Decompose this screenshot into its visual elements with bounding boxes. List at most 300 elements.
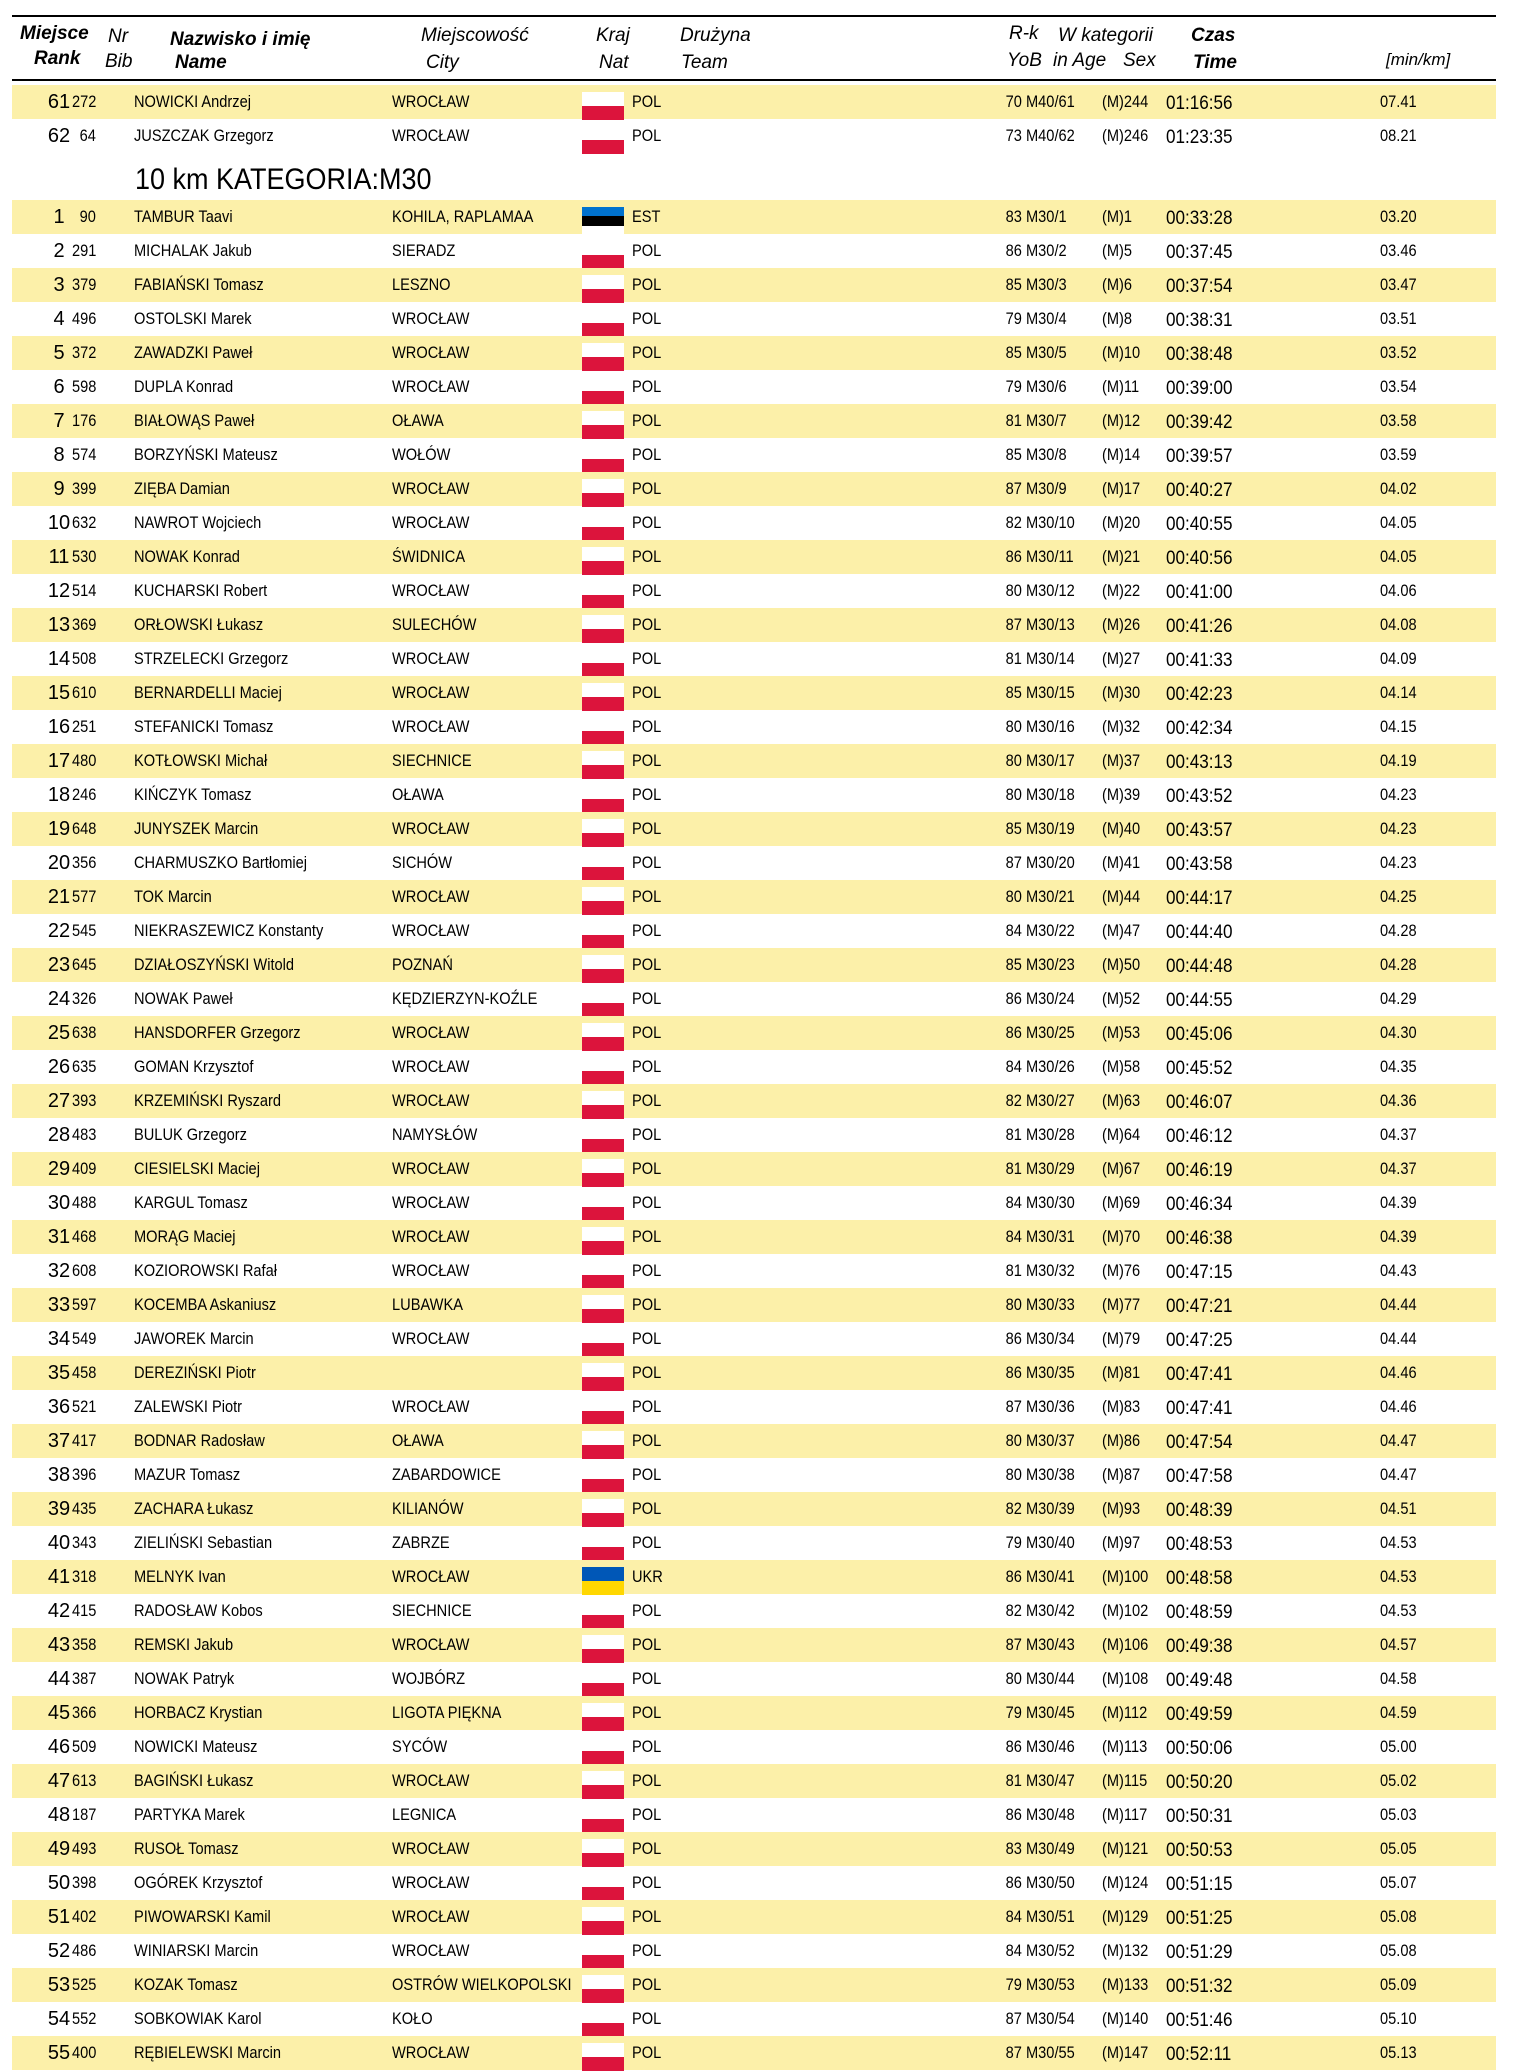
- category-cell: M30/20: [1026, 853, 1075, 872]
- bib-cell: 435: [71, 1499, 96, 1518]
- category-cell: M30/34: [1026, 1329, 1075, 1348]
- table-row: [12, 1390, 1496, 1424]
- rank-cell: 47: [47, 1770, 71, 1792]
- name-cell: KOTŁOWSKI Michał: [134, 751, 268, 770]
- time-cell: 00:48:39: [1166, 1500, 1233, 1521]
- bib-cell: 608: [71, 1261, 96, 1280]
- flag-pl-icon: [582, 1125, 624, 1153]
- name-cell: ZAWADZKI Paweł: [134, 343, 253, 362]
- city-cell: SIECHNICE: [392, 751, 472, 770]
- time-cell: 00:41:00: [1166, 582, 1233, 603]
- category-cell: M30/37: [1026, 1431, 1075, 1450]
- flag-pl-icon: [582, 1941, 624, 1969]
- table-row: [12, 506, 1496, 540]
- time-cell: 00:47:41: [1166, 1364, 1233, 1385]
- bib-cell: 597: [71, 1295, 96, 1314]
- flag-pl-icon: [582, 717, 624, 745]
- time-cell: 00:50:20: [1166, 1772, 1233, 1793]
- pace-cell: 04.58: [1380, 1669, 1417, 1688]
- sex-rank-cell: (M)81: [1102, 1363, 1141, 1382]
- city-cell: KOŁO: [392, 2009, 433, 2028]
- yob-cell: 86: [1005, 1873, 1022, 1892]
- sex-rank-cell: (M)106: [1102, 1635, 1149, 1654]
- flag-pl-icon: [582, 1227, 624, 1255]
- city-cell: WROCŁAW: [392, 1329, 470, 1348]
- category-cell: M30/43: [1026, 1635, 1075, 1654]
- flag-pl-icon: [582, 989, 624, 1017]
- yob-cell: 80: [1005, 887, 1022, 906]
- yob-cell: 86: [1005, 1363, 1022, 1382]
- yob-cell: 70: [1005, 92, 1022, 111]
- header-cat-en: in Age: [1053, 50, 1107, 71]
- pace-cell: 04.43: [1380, 1261, 1417, 1280]
- pace-cell: 04.30: [1380, 1023, 1417, 1042]
- rank-cell: 31: [47, 1226, 71, 1248]
- table-row: [12, 1288, 1496, 1322]
- name-cell: CHARMUSZKO Bartłomiej: [134, 853, 308, 872]
- section-title: 10 km KATEGORIA:M30: [135, 163, 432, 196]
- bib-cell: 272: [71, 92, 96, 111]
- time-cell: 00:44:55: [1166, 990, 1233, 1011]
- nat-cell: POL: [632, 1635, 662, 1654]
- bib-cell: 488: [71, 1193, 96, 1212]
- pace-cell: 04.47: [1380, 1431, 1417, 1450]
- table-row: [12, 948, 1496, 982]
- rank-cell: 34: [47, 1328, 71, 1350]
- name-cell: BODNAR Radosław: [134, 1431, 265, 1450]
- bib-cell: 549: [71, 1329, 96, 1348]
- time-cell: 00:39:00: [1166, 378, 1233, 399]
- city-cell: WROCŁAW: [392, 377, 470, 396]
- header-time-pl: Czas: [1191, 25, 1236, 46]
- rank-cell: 10: [47, 512, 71, 534]
- pace-cell: 03.47: [1380, 275, 1417, 294]
- sex-rank-cell: (M)112: [1102, 1703, 1148, 1722]
- category-cell: M40/61: [1026, 92, 1075, 111]
- sex-rank-cell: (M)6: [1102, 275, 1133, 294]
- table-row: [12, 846, 1496, 880]
- rank-cell: 14: [47, 648, 71, 670]
- yob-cell: 86: [1005, 1329, 1022, 1348]
- name-cell: KOZAK Tomasz: [134, 1975, 238, 1994]
- city-cell: WROCŁAW: [392, 309, 470, 328]
- city-cell: KOHILA, RAPLAMAA: [392, 207, 534, 226]
- city-cell: SICHÓW: [392, 853, 453, 872]
- pace-cell: 04.05: [1380, 513, 1417, 532]
- sex-rank-cell: (M)30: [1102, 683, 1141, 702]
- city-cell: OŁAWA: [392, 785, 444, 804]
- nat-cell: POL: [632, 1057, 662, 1076]
- pace-cell: 04.15: [1380, 717, 1417, 736]
- sex-rank-cell: (M)47: [1102, 921, 1141, 940]
- name-cell: NAWROT Wojciech: [134, 513, 262, 532]
- yob-cell: 86: [1005, 989, 1022, 1008]
- time-cell: 00:46:19: [1166, 1160, 1233, 1181]
- time-cell: 00:40:55: [1166, 514, 1233, 535]
- flag-pl-icon: [582, 751, 624, 779]
- bib-cell: 393: [71, 1091, 96, 1110]
- city-cell: WROCŁAW: [392, 717, 470, 736]
- yob-cell: 86: [1005, 1023, 1022, 1042]
- category-cell: M30/1: [1026, 207, 1067, 226]
- name-cell: TOK Marcin: [134, 887, 212, 906]
- sex-rank-cell: (M)69: [1102, 1193, 1141, 1212]
- table-row: [12, 302, 1496, 336]
- bib-cell: 409: [71, 1159, 96, 1178]
- bib-cell: 635: [71, 1057, 96, 1076]
- nat-cell: POL: [632, 1023, 662, 1042]
- bib-cell: 638: [71, 1023, 96, 1042]
- table-row: [12, 268, 1496, 302]
- pace-cell: 03.54: [1380, 377, 1417, 396]
- flag-pl-icon: [582, 1363, 624, 1391]
- yob-cell: 82: [1005, 1499, 1022, 1518]
- city-cell: LUBAWKA: [392, 1295, 463, 1314]
- bib-cell: 496: [71, 309, 96, 328]
- sex-rank-cell: (M)41: [1102, 853, 1141, 872]
- nat-cell: POL: [632, 581, 662, 600]
- name-cell: BORZYŃSKI Mateusz: [134, 445, 278, 464]
- pace-cell: 04.47: [1380, 1465, 1417, 1484]
- yob-cell: 85: [1005, 343, 1022, 362]
- name-cell: BULUK Grzegorz: [134, 1125, 247, 1144]
- category-cell: M30/44: [1026, 1669, 1075, 1688]
- rank-cell: 32: [47, 1260, 71, 1282]
- yob-cell: 80: [1005, 785, 1022, 804]
- flag-pl-icon: [582, 309, 624, 337]
- yob-cell: 87: [1005, 2009, 1022, 2028]
- city-cell: LEGNICA: [392, 1805, 457, 1824]
- pace-cell: 07.41: [1380, 92, 1417, 111]
- yob-cell: 80: [1005, 717, 1022, 736]
- time-cell: 00:52:11: [1166, 2044, 1232, 2065]
- pace-cell: 03.52: [1380, 343, 1417, 362]
- time-cell: 00:41:33: [1166, 650, 1233, 671]
- yob-cell: 87: [1005, 615, 1022, 634]
- yob-cell: 84: [1005, 1057, 1022, 1076]
- pace-cell: 04.59: [1380, 1703, 1417, 1722]
- yob-cell: 80: [1005, 751, 1022, 770]
- time-cell: 00:41:26: [1166, 616, 1233, 637]
- pace-cell: 03.20: [1380, 207, 1417, 226]
- time-cell: 00:46:38: [1166, 1228, 1233, 1249]
- name-cell: ZALEWSKI Piotr: [134, 1397, 243, 1416]
- sex-rank-cell: (M)100: [1102, 1567, 1149, 1586]
- category-cell: M30/38: [1026, 1465, 1075, 1484]
- rank-cell: 28: [47, 1124, 71, 1146]
- time-cell: 00:37:54: [1166, 276, 1233, 297]
- bib-cell: 552: [71, 2009, 96, 2028]
- table-row: [12, 812, 1496, 846]
- nat-cell: POL: [632, 241, 662, 260]
- city-cell: WROCŁAW: [392, 513, 470, 532]
- city-cell: WOJBÓRZ: [392, 1669, 466, 1688]
- city-cell: POZNAŃ: [392, 955, 453, 974]
- category-cell: M30/49: [1026, 1839, 1075, 1858]
- flag-pl-icon: [582, 649, 624, 677]
- time-cell: 00:43:58: [1166, 854, 1233, 875]
- flag-pl-icon: [582, 1193, 624, 1221]
- category-cell: M40/62: [1026, 126, 1075, 145]
- name-cell: RĘBIELEWSKI Marcin: [134, 2043, 282, 2062]
- pace-cell: 04.39: [1380, 1227, 1417, 1246]
- bib-cell: 291: [71, 241, 96, 260]
- time-cell: 00:51:32: [1166, 1976, 1233, 1997]
- city-cell: WROCŁAW: [392, 2043, 470, 2062]
- nat-cell: POL: [632, 887, 662, 906]
- time-cell: 00:47:54: [1166, 1432, 1233, 1453]
- sex-rank-cell: (M)53: [1102, 1023, 1141, 1042]
- bib-cell: 176: [71, 411, 96, 430]
- header-yob-pl: R-k: [1009, 23, 1039, 44]
- time-cell: 00:44:48: [1166, 956, 1233, 977]
- category-cell: M30/52: [1026, 1941, 1075, 1960]
- time-cell: 01:16:56: [1166, 93, 1233, 114]
- nat-cell: POL: [632, 1091, 662, 1110]
- rank-cell: 4: [53, 308, 65, 330]
- flag-pl-icon: [582, 1771, 624, 1799]
- time-cell: 00:48:59: [1166, 1602, 1233, 1623]
- category-cell: M30/7: [1026, 411, 1067, 430]
- name-cell: NOWAK Paweł: [134, 989, 233, 1008]
- top-rule: [12, 15, 1496, 17]
- bib-cell: 458: [71, 1363, 96, 1382]
- rank-cell: 12: [47, 580, 71, 602]
- bib-cell: 326: [71, 989, 96, 1008]
- flag-pl-icon: [582, 581, 624, 609]
- sex-rank-cell: (M)40: [1102, 819, 1141, 838]
- table-row: [12, 1356, 1496, 1390]
- bib-cell: 610: [71, 683, 96, 702]
- flag-pl-icon: [582, 513, 624, 541]
- time-cell: 00:47:25: [1166, 1330, 1233, 1351]
- yob-cell: 84: [1005, 1941, 1022, 1960]
- bib-cell: 246: [71, 785, 96, 804]
- city-cell: WROCŁAW: [392, 887, 470, 906]
- rank-cell: 27: [47, 1090, 71, 1112]
- table-row: [12, 1730, 1496, 1764]
- city-cell: WROCŁAW: [392, 819, 470, 838]
- time-cell: 00:47:41: [1166, 1398, 1233, 1419]
- city-cell: WROCŁAW: [392, 126, 470, 145]
- category-cell: M30/10: [1026, 513, 1075, 532]
- table-row: [12, 1050, 1496, 1084]
- nat-cell: POL: [632, 92, 662, 111]
- city-cell: KĘDZIERZYN-KOŹLE: [392, 989, 538, 1008]
- sex-rank-cell: (M)147: [1102, 2043, 1149, 2062]
- nat-cell: POL: [632, 921, 662, 940]
- name-cell: JAWOREK Marcin: [134, 1329, 254, 1348]
- category-cell: M30/50: [1026, 1873, 1075, 1892]
- sex-rank-cell: (M)76: [1102, 1261, 1141, 1280]
- name-cell: REMSKI Jakub: [134, 1635, 234, 1654]
- table-row: [12, 200, 1496, 234]
- category-cell: M30/24: [1026, 989, 1075, 1008]
- flag-pl-icon: [582, 126, 624, 154]
- yob-cell: 87: [1005, 1397, 1022, 1416]
- nat-cell: POL: [632, 1431, 662, 1450]
- category-cell: M30/40: [1026, 1533, 1075, 1552]
- header-bib-pl: Nr: [108, 26, 129, 47]
- category-cell: M30/9: [1026, 479, 1067, 498]
- sex-rank-cell: (M)115: [1102, 1771, 1148, 1790]
- flag-pl-icon: [582, 1907, 624, 1935]
- rank-cell: 46: [47, 1736, 71, 1758]
- pace-cell: 03.51: [1380, 309, 1417, 328]
- flag-pl-icon: [582, 1975, 624, 2003]
- city-cell: WOŁÓW: [392, 445, 451, 464]
- nat-cell: UKR: [632, 1567, 663, 1586]
- rank-cell: 29: [47, 1158, 71, 1180]
- table-row: [12, 914, 1496, 948]
- yob-cell: 80: [1005, 1669, 1022, 1688]
- city-cell: LESZNO: [392, 275, 451, 294]
- rank-cell: 20: [47, 852, 71, 874]
- nat-cell: POL: [632, 1159, 662, 1178]
- table-row: [12, 472, 1496, 506]
- name-cell: KIŃCZYK Tomasz: [134, 785, 252, 804]
- sex-rank-cell: (M)117: [1102, 1805, 1148, 1824]
- header-nat-en: Nat: [599, 52, 629, 73]
- sex-rank-cell: (M)5: [1102, 241, 1133, 260]
- rank-cell: 61: [47, 91, 71, 113]
- time-cell: 00:51:15: [1166, 1874, 1233, 1895]
- sex-rank-cell: (M)129: [1102, 1907, 1149, 1926]
- pace-cell: 03.46: [1380, 241, 1417, 260]
- category-cell: M30/23: [1026, 955, 1075, 974]
- table-row: [12, 880, 1496, 914]
- table-row: [12, 234, 1496, 268]
- sex-rank-cell: (M)87: [1102, 1465, 1141, 1484]
- sex-rank-cell: (M)22: [1102, 581, 1141, 600]
- category-cell: M30/27: [1026, 1091, 1075, 1110]
- yob-cell: 83: [1005, 207, 1022, 226]
- table-row: [12, 370, 1496, 404]
- name-cell: NIEKRASZEWICZ Konstanty: [134, 921, 324, 940]
- category-cell: M30/8: [1026, 445, 1067, 464]
- sex-rank-cell: (M)133: [1102, 1975, 1149, 1994]
- rank-cell: 11: [48, 546, 70, 568]
- rank-cell: 39: [47, 1498, 71, 1520]
- nat-cell: POL: [632, 547, 662, 566]
- time-cell: 00:47:58: [1166, 1466, 1233, 1487]
- name-cell: OSTOLSKI Marek: [134, 309, 252, 328]
- pace-cell: 05.10: [1380, 2009, 1417, 2028]
- category-cell: M30/51: [1026, 1907, 1075, 1926]
- nat-cell: POL: [632, 1771, 662, 1790]
- bib-cell: 645: [71, 955, 96, 974]
- flag-pl-icon: [582, 887, 624, 915]
- bib-cell: 369: [71, 615, 96, 634]
- bib-cell: 400: [71, 2043, 96, 2062]
- flag-pl-icon: [582, 1601, 624, 1629]
- flag-pl-icon: [582, 1805, 624, 1833]
- yob-cell: 84: [1005, 1193, 1022, 1212]
- time-cell: 00:51:25: [1166, 1908, 1233, 1929]
- rank-cell: 42: [47, 1600, 71, 1622]
- table-row: [12, 404, 1496, 438]
- rank-cell: 23: [47, 954, 71, 976]
- table-row: [12, 1628, 1496, 1662]
- rank-cell: 55: [47, 2042, 71, 2064]
- yob-cell: 81: [1005, 1771, 1022, 1790]
- sex-rank-cell: (M)50: [1102, 955, 1141, 974]
- flag-pl-icon: [582, 241, 624, 269]
- time-cell: 00:40:56: [1166, 548, 1233, 569]
- header-team-en: Team: [681, 52, 728, 73]
- table-row: [12, 85, 1496, 119]
- name-cell: GOMAN Krzysztof: [134, 1057, 254, 1076]
- category-cell: M30/6: [1026, 377, 1067, 396]
- flag-pl-icon: [582, 853, 624, 881]
- category-cell: M30/2: [1026, 241, 1067, 260]
- pace-cell: 05.05: [1380, 1839, 1417, 1858]
- name-cell: JUSZCZAK Grzegorz: [134, 126, 274, 145]
- pace-cell: 04.06: [1380, 581, 1417, 600]
- yob-cell: 85: [1005, 683, 1022, 702]
- table-row: [12, 438, 1496, 472]
- city-cell: WROCŁAW: [392, 1193, 470, 1212]
- nat-cell: POL: [632, 411, 662, 430]
- rank-cell: 9: [53, 478, 65, 500]
- category-cell: M30/28: [1026, 1125, 1075, 1144]
- bib-cell: 399: [71, 479, 96, 498]
- yob-cell: 85: [1005, 819, 1022, 838]
- sex-rank-cell: (M)12: [1102, 411, 1141, 430]
- rank-cell: 62: [47, 125, 71, 147]
- name-cell: DUPLA Konrad: [134, 377, 234, 396]
- category-cell: M30/17: [1026, 751, 1075, 770]
- bib-cell: 415: [71, 1601, 96, 1620]
- bib-cell: 372: [71, 343, 96, 362]
- nat-cell: POL: [632, 343, 662, 362]
- flag-pl-icon: [582, 1023, 624, 1051]
- nat-cell: POL: [632, 1975, 662, 1994]
- pace-cell: 05.08: [1380, 1907, 1417, 1926]
- category-cell: M30/29: [1026, 1159, 1075, 1178]
- yob-cell: 81: [1005, 649, 1022, 668]
- nat-cell: POL: [632, 1601, 662, 1620]
- name-cell: MICHALAK Jakub: [134, 241, 252, 260]
- category-cell: M30/42: [1026, 1601, 1075, 1620]
- pace-cell: 04.46: [1380, 1397, 1417, 1416]
- bib-cell: 521: [71, 1397, 96, 1416]
- rank-cell: 5: [53, 342, 65, 364]
- pace-cell: 04.08: [1380, 615, 1417, 634]
- city-cell: SULECHÓW: [392, 615, 477, 634]
- flag-pl-icon: [582, 1839, 624, 1867]
- category-cell: M30/5: [1026, 343, 1067, 362]
- rank-cell: 43: [47, 1634, 71, 1656]
- city-cell: NAMYSŁÓW: [392, 1125, 478, 1144]
- header-name-en: Name: [175, 52, 227, 73]
- name-cell: HORBACZ Krystian: [134, 1703, 263, 1722]
- yob-cell: 87: [1005, 853, 1022, 872]
- name-cell: MORĄG Maciej: [134, 1227, 236, 1246]
- table-row: [12, 1764, 1496, 1798]
- table-row: [12, 744, 1496, 778]
- table-row: [12, 1322, 1496, 1356]
- nat-cell: POL: [632, 649, 662, 668]
- name-cell: NOWICKI Mateusz: [134, 1737, 258, 1756]
- pace-cell: 05.09: [1380, 1975, 1417, 1994]
- time-cell: 00:51:29: [1166, 1942, 1233, 1963]
- rank-cell: 22: [47, 920, 71, 942]
- rank-cell: 15: [47, 682, 71, 704]
- header-nat-pl: Kraj: [596, 25, 630, 46]
- bib-cell: 486: [71, 1941, 96, 1960]
- yob-cell: 86: [1005, 1737, 1022, 1756]
